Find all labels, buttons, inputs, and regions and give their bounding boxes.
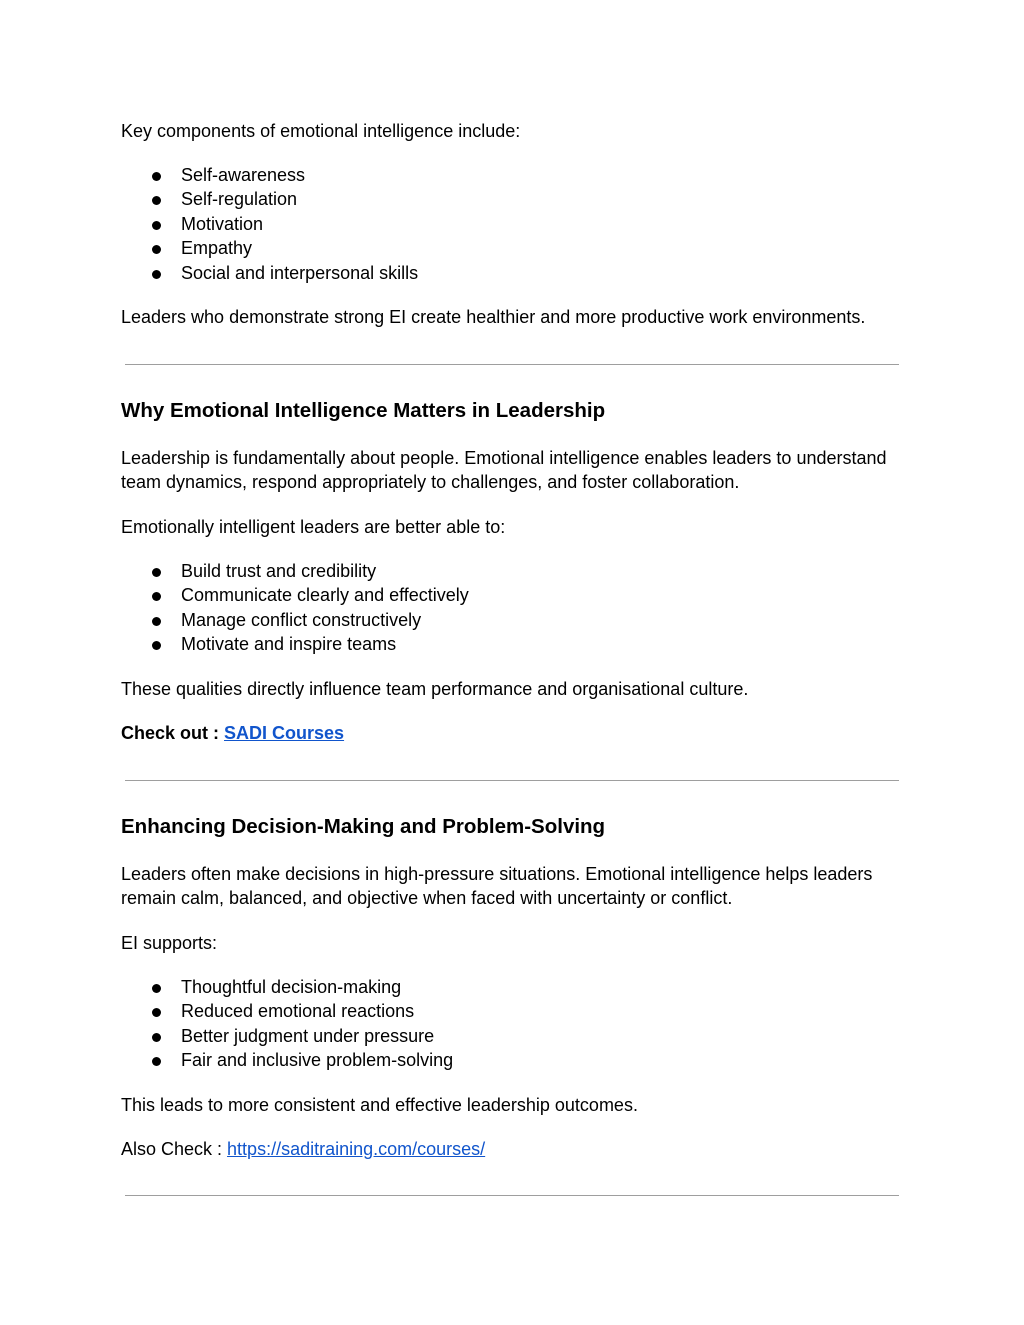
check-out-label: Check out : bbox=[121, 723, 225, 743]
bullet-icon bbox=[152, 221, 161, 230]
section2-lead: EI supports: bbox=[121, 933, 218, 953]
bullet-icon bbox=[152, 1057, 161, 1066]
section1-bullet-list bbox=[121, 559, 469, 657]
list-item-text: Fair and inclusive problem-solving bbox=[181, 1050, 454, 1071]
list-item bbox=[121, 1024, 453, 1048]
list-item-text: Reduced emotional reactions bbox=[181, 1001, 415, 1022]
divider bbox=[125, 364, 899, 365]
check-out-line bbox=[121, 721, 344, 745]
list-item bbox=[121, 236, 418, 260]
section2-bullet-list bbox=[121, 975, 453, 1073]
list-item-text: Self-awareness bbox=[181, 165, 306, 185]
bullet-icon bbox=[152, 1008, 161, 1017]
list-item bbox=[121, 999, 453, 1023]
courses-url-link[interactable]: https://saditraining.com/courses/ bbox=[227, 1139, 486, 1159]
list-item-text: Empathy bbox=[181, 238, 253, 259]
list-item-text: Social and interpersonal skills bbox=[181, 262, 419, 283]
section-heading-why-ei-matters: Why Emotional Intelligence Matters in Leadership bbox=[121, 399, 606, 422]
also-check-line bbox=[121, 1137, 485, 1161]
list-item bbox=[121, 583, 469, 607]
list-item-text: Better judgment under pressure bbox=[181, 1025, 435, 1046]
list-item-text: Build trust and credibility bbox=[181, 561, 377, 581]
list-item bbox=[121, 163, 418, 187]
bullet-icon bbox=[152, 592, 161, 601]
list-item bbox=[121, 632, 469, 656]
list-item bbox=[121, 608, 469, 632]
list-item bbox=[121, 261, 418, 285]
intro-bullet-list bbox=[121, 163, 418, 285]
section1-paragraph: Leadership is fundamentally about people. Emotional intelligence enables leaders to understand team dynamics, respond appropriately to challenges, and foster collaboration. bbox=[121, 448, 887, 492]
intro-closing: Leaders who demonstrate strong EI create healthier and more productive work environments. bbox=[121, 307, 866, 327]
list-item bbox=[121, 187, 418, 211]
section-heading-decision-making: Enhancing Decision-Making and Problem-Solving bbox=[121, 815, 606, 838]
list-item bbox=[121, 1048, 453, 1072]
intro-lead: Key components of emotional intelligence include: bbox=[121, 121, 521, 141]
bullet-icon bbox=[152, 984, 161, 993]
list-item-text: Communicate clearly and effectively bbox=[181, 585, 469, 606]
bullet-icon bbox=[152, 270, 161, 279]
section1-lead: Emotionally intelligent leaders are better able to: bbox=[121, 517, 506, 537]
list-item bbox=[121, 975, 453, 999]
also-check-label: Also Check : bbox=[121, 1139, 228, 1159]
divider bbox=[125, 1195, 899, 1196]
bullet-icon bbox=[152, 641, 161, 650]
divider bbox=[125, 780, 899, 781]
section1-closing: These qualities directly influence team performance and organisational culture. bbox=[121, 679, 749, 699]
list-item-text: Motivation bbox=[181, 213, 264, 234]
bullet-icon bbox=[152, 245, 161, 254]
section2-paragraph: Leaders often make decisions in high-pressure situations. Emotional intelligence helps leaders remain calm, balanced, and objective when faced with uncertainty or conflict. bbox=[121, 864, 873, 908]
list-item-text: Self-regulation bbox=[181, 189, 298, 210]
bullet-icon bbox=[152, 617, 161, 626]
list-item-text: Motivate and inspire teams bbox=[181, 634, 397, 655]
sadi-courses-link[interactable]: SADI Courses bbox=[224, 723, 345, 743]
bullet-icon bbox=[152, 196, 161, 205]
bullet-icon bbox=[152, 1033, 161, 1042]
bullet-icon bbox=[152, 172, 161, 181]
list-item bbox=[121, 212, 418, 236]
section2-closing: This leads to more consistent and effective leadership outcomes. bbox=[121, 1095, 638, 1115]
list-item bbox=[121, 559, 469, 583]
bullet-icon bbox=[152, 568, 161, 577]
list-item-text: Thoughtful decision-making bbox=[181, 977, 402, 997]
list-item-text: Manage conflict constructively bbox=[181, 609, 422, 630]
